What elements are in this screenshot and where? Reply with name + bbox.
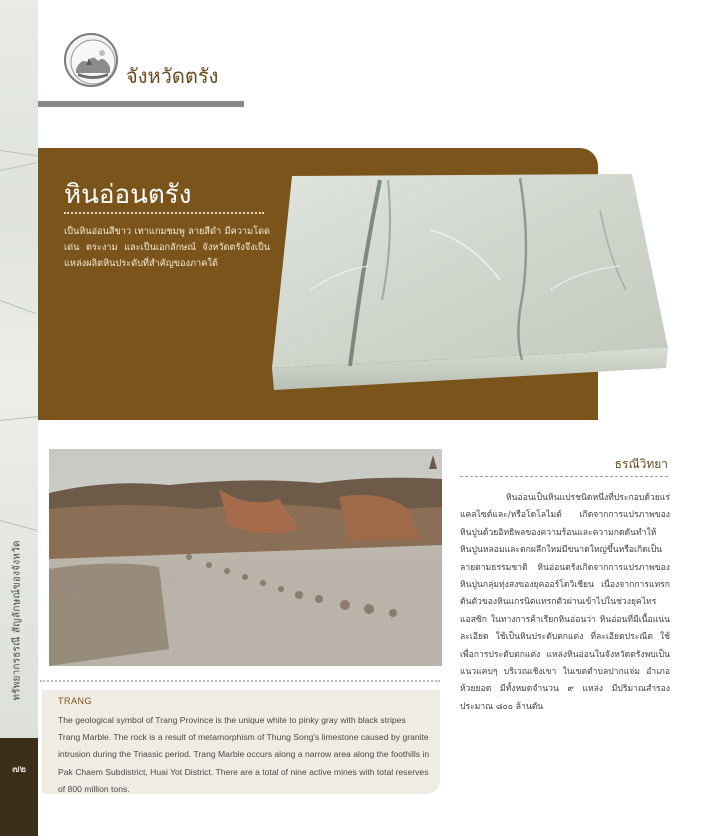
provincial-seal-icon xyxy=(64,33,118,87)
photo-dotted-rule xyxy=(40,680,440,682)
side-caption-text: ทรัพยากรธรณี สัญลักษณ์ของจังหวัด xyxy=(11,539,23,701)
quarry-photo xyxy=(49,449,442,666)
geology-rule xyxy=(460,476,668,477)
geology-heading: ธรณีวิทยา xyxy=(614,457,668,471)
side-caption xyxy=(6,520,28,720)
intro-text: เป็นหินอ่อนสีขาว เทาแกมชมพู ลายสีดำ มีความโดดเด่น ตระงาม และเป็นเอกลักษณ์ จังหวัดตรังจึงเป็นแหล่งผลิตหินประดับที่สำคัญของภาคใต้ xyxy=(64,226,270,269)
english-heading: TRANG xyxy=(58,696,92,706)
english-summary-text: The geological symbol of Trang Province is the unique white to pinky gray with black stripes Trang Marble. The rock is a result of metamorphism of Thung Song's limestone caused by granite intrusion during the Triassic period. Trang Marble occurs along a narrow area along the foothills in Pak Chaem Subdistrict, Huai Yot District. There are a total of nine active mines with total reserves of 800 million tons. xyxy=(58,715,430,794)
title-dotted-rule xyxy=(64,212,264,214)
page-number: ๗๒ xyxy=(11,764,27,775)
section-title: หินอ่อนตรัง xyxy=(64,180,192,210)
province-name: จังหวัดตรัง xyxy=(126,64,219,88)
header-rule xyxy=(38,101,244,107)
geology-text: หินอ่อนเป็นหินแปรชนิดหนึ่งที่ประกอบด้วยแร่แคลไซต์และ/หรือโดโลไมต์ เกิดจากการแปรภาพของหินปูนด้วยอิทธิพลของความร้อนและความกดดันทำให้หินปูนหลอมและตกผลึกใหม่มีขนาดใหญ่ขึ้นหรือเกิดเป็นลายตามธรรมชาติ หินอ่อนตรังเกิดจากการแปรภาพของหินปูนกลุ่มทุ่งสงของยุคออร์โดวิเชียน เนื่องจากการแทรกดันตัวของหินแกรนิตแทรกตัวผ่านเข้าไปในช่วงยุคไทรแอสซิก ในทางการค้าเรียกหินอ่อนว่า หินอ่อนที่มีเนื้อแน่นละเอียด ใช้เป็นหินประดับตกแต่ง ที่ละเอียดประณีต ใช้เพื่อการประดับตกแต่ง แหล่งหินอ่อนในจังหวัดตรังพบเป็นแนวแคบๆ บริเวณเชิงเขา ในเขตตำบลปากแจ่ม อำเภอห้วยยอด มีทั้งหมดจำนวน ๙ แหล่ง มีปริมาณสำรองประมาณ ๘๐๐ ล้านตัน xyxy=(460,493,670,712)
marble-slab-image xyxy=(270,170,670,392)
page-number-tab xyxy=(0,738,38,836)
